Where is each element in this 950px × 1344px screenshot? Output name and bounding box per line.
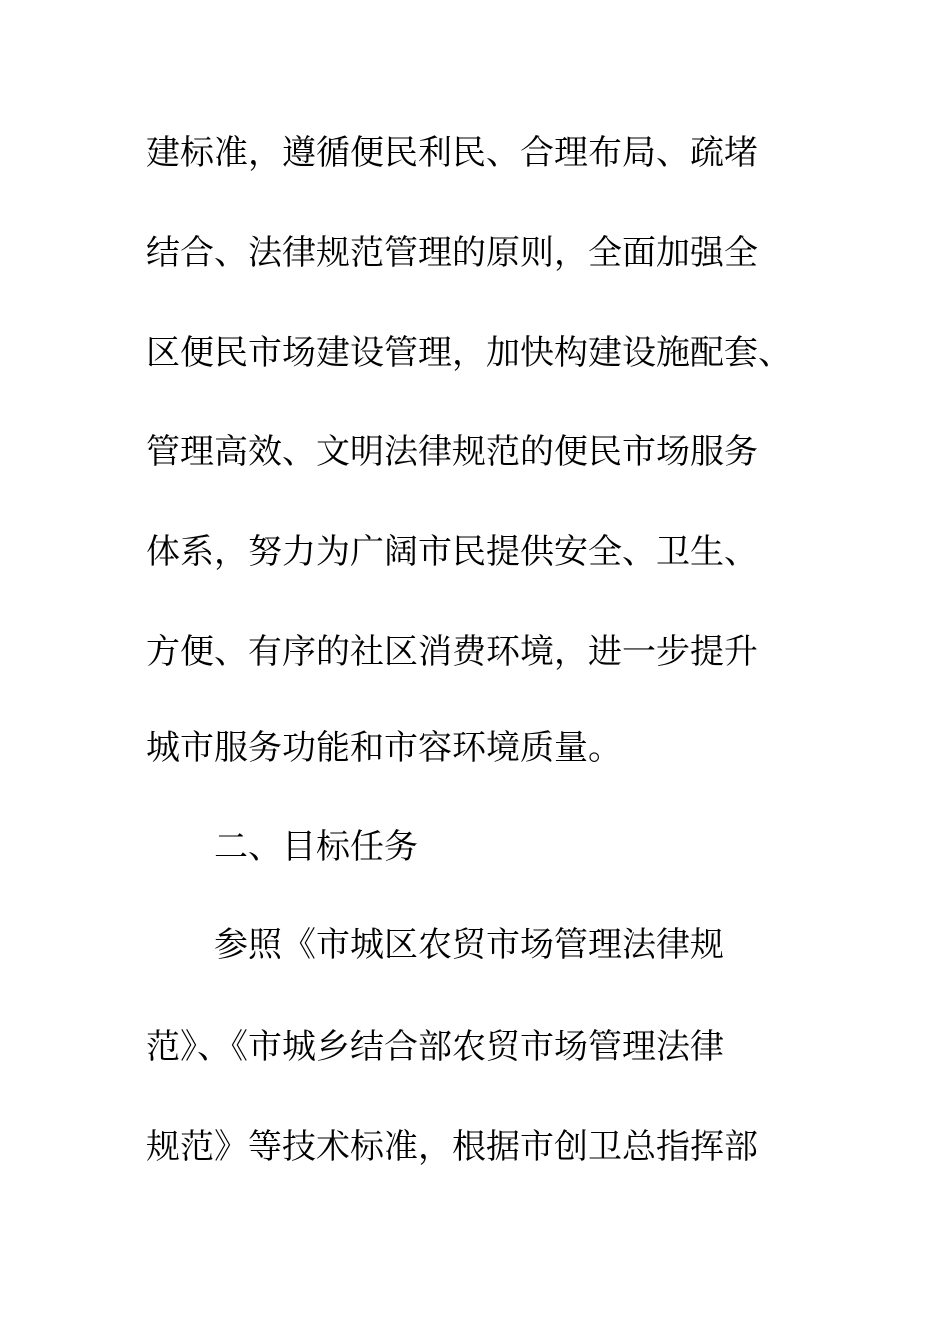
body-text-line: 范》、《市城乡结合部农贸市场管理法律 xyxy=(146,1027,724,1067)
body-text-line: 结合、法律规范管理的原则，全面加强全 xyxy=(146,233,758,273)
body-text-line: 体系，努力为广阔市民提供安全、卫生、 xyxy=(146,532,758,572)
body-text-line: 管理高效、文明法律规范的便民市场服务 xyxy=(146,432,758,472)
paragraph-first-line: 参照《市城区农贸市场管理法律规 xyxy=(214,925,724,965)
body-text-line: 建标准，遵循便民利民、合理布局、疏堵 xyxy=(146,133,758,173)
body-text-line: 规范》等技术标准，根据市创卫总指挥部 xyxy=(146,1127,758,1167)
body-text-line: 城市服务功能和市容环境质量。 xyxy=(146,728,622,768)
section-heading: 二、目标任务 xyxy=(214,827,418,867)
body-text-line: 方便、有序的社区消费环境，进一步提升 xyxy=(146,632,758,672)
body-text-line: 区便民市场建设管理，加快构建设施配套、 xyxy=(146,333,792,373)
